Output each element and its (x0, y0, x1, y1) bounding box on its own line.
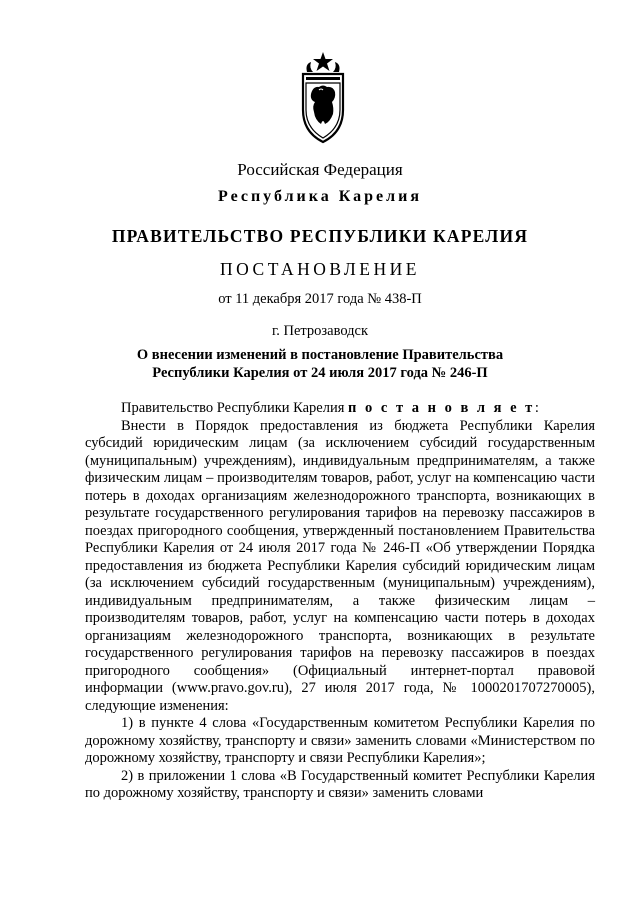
main-paragraph: Внести в Порядок предоставления из бюджета Республики Карелия субсидий юридическим лицам (за исключением субсидий государственным (муниципальным) учреждениям), индивидуальным предпринимателям, а также физическим лицам – производителям товаров, работ, услуг на компенсацию части потерь в доходах организациям железнодорожного транспорта, возникающих в результате государственного регулирования тарифов на перевозку пассажиров в поездах пригородного сообщения, утвержденный постановлением Правительства Республики Карелия от 24 июля 2017 года № 246-П «Об утверждении Порядка предоставления из бюджета Республики Карелия субсидий юридическим лицам (за исключением субсидий государственным (муниципальным) учреждениям), индивидуальным предпринимателям, а также физическим лицам – производителям товаров, работ, услуг на компенсацию части потерь в доходах организациям железнодорожного транспорта, возникающих в результате государственного регулирования тарифов на перевозку пассажиров в поездах пригородного сообщения» (Официальный интернет-портал правовой информации (www.pravo.gov.ru), 27 июля 2017 года, № 1000201707270005), следующие изменения: (85, 417, 595, 714)
subject-line-2: Республики Карелия от 24 июля 2017 года № 246-П (152, 365, 488, 381)
federation-title: Российская Федерация (237, 160, 403, 179)
date-and-number: от 11 декабря 2017 года № 438-П (218, 291, 422, 307)
coat-of-arms-emblem (297, 50, 349, 145)
government-title: ПРАВИТЕЛЬСТВО РЕСПУБЛИКИ КАРЕЛИЯ (111, 226, 529, 246)
resolves-verb: п о с т а н о в л я е т (348, 400, 535, 416)
document-subject (0, 346, 640, 382)
document-type: ПОСТАНОВЛЕНИЕ (220, 259, 420, 279)
document-body (85, 400, 595, 803)
subject-line-1: О внесении изменений в постановление Правительства (136, 347, 504, 363)
intro-paragraph (85, 400, 595, 418)
republic-title: Республика Карелия (218, 188, 422, 205)
intro-lead: Правительство Республики Карелия (121, 400, 349, 416)
intro-colon: : (534, 400, 539, 416)
city: г. Петрозаводск (271, 323, 369, 339)
amendment-item-1: 1) в пункте 4 слова «Государственным комитетом Республики Карелия по дорожному хозяйству, транспорту и связи» заменить словами «Министерством по дорожному хозяйству, транспорту и связи Республики Карелия»; (85, 715, 595, 766)
amendment-item-2: 2) в приложении 1 слова «В Государственный комитет Республики Карелия по дорожному хозяйству, транспорту и связи» заменить словами (85, 767, 595, 801)
